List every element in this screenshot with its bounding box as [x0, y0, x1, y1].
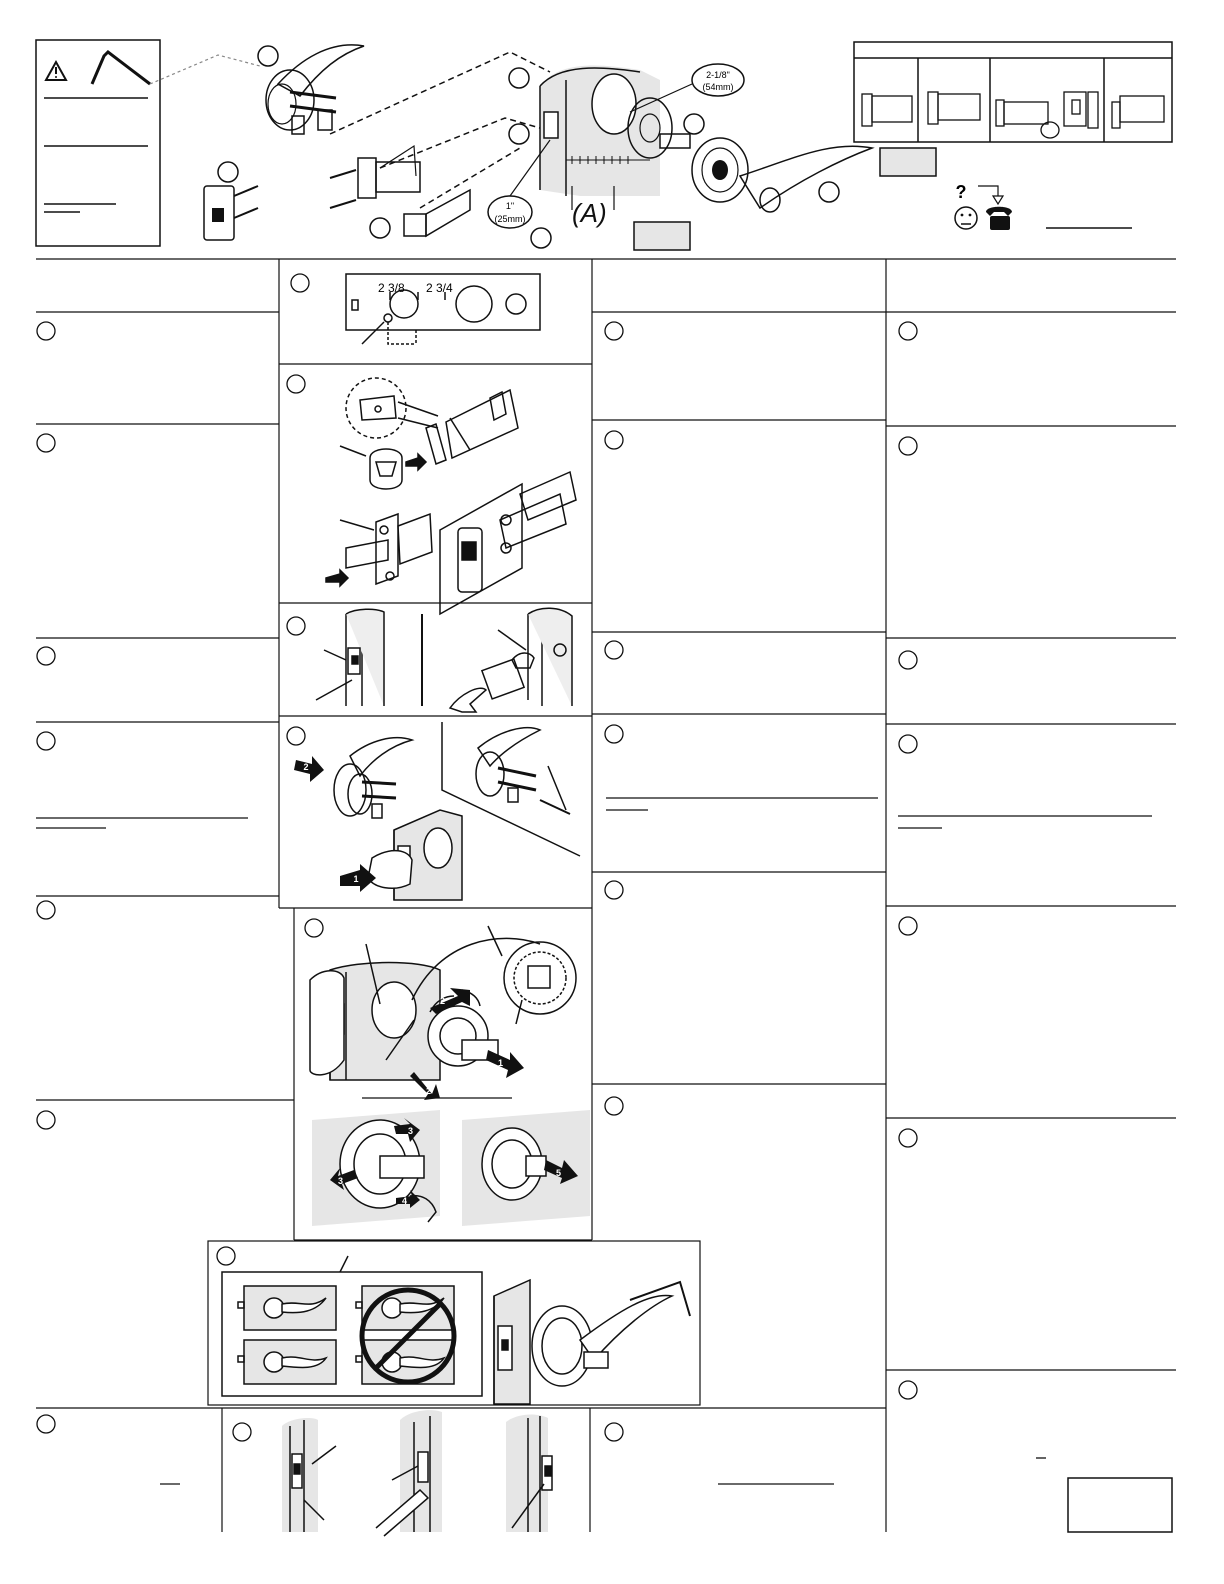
- svg-text:2: 2: [303, 762, 309, 772]
- svg-text:3: 3: [408, 1126, 414, 1136]
- question-mark: ?: [955, 182, 967, 202]
- svg-text:3: 3: [338, 1176, 344, 1186]
- backset-label: (A): [572, 198, 607, 228]
- svg-text:5: 5: [556, 1168, 562, 1178]
- bore-dia-metric: (25mm): [494, 214, 526, 224]
- svg-text:2: 2: [440, 996, 446, 1006]
- template-left-mark: 2 3/8: [378, 281, 405, 295]
- hole-dia-value: 2-1/8": [706, 70, 730, 80]
- template-right-mark: 2 3/4: [426, 281, 453, 295]
- svg-text:1: 1: [353, 874, 359, 884]
- bore-dia-value: 1": [505, 201, 515, 211]
- svg-text:1: 1: [498, 1058, 504, 1068]
- svg-text:2: 2: [426, 1086, 432, 1096]
- svg-text:4: 4: [402, 1196, 408, 1206]
- hole-dia-metric: (54mm): [702, 82, 734, 92]
